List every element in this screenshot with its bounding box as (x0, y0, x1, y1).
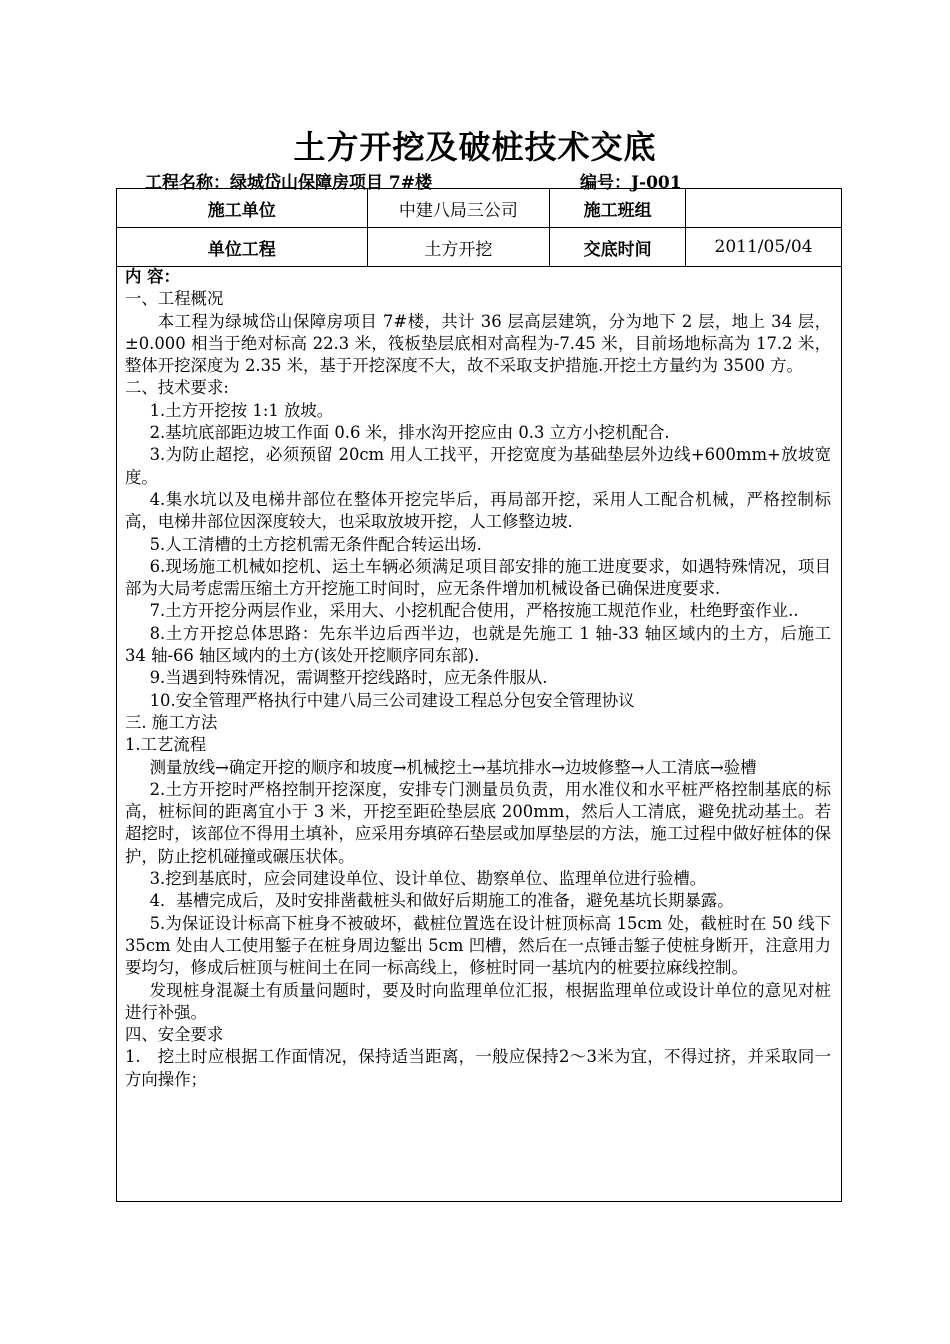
list-item: 8.土方开挖总体思路：先东半边后西半边，也就是先施工 1 轴-33 轴区域内的土方，后施工 34 轴-66 轴区域内的土方(该处开挖顺序同东部). (125, 623, 831, 666)
label-unit-project: 单位工程 (117, 228, 368, 267)
list-item: 7.土方开挖分两层作业，采用大、小挖机配合使用，严格按施工规范作业，杜绝野蛮作业.. (149, 601, 799, 621)
section-heading: 三. 施工方法 (125, 712, 218, 732)
list-item: 3.挖到基底时，应会同建设单位、设计单位、勘察单位、监理单位进行验槽。 (149, 869, 707, 889)
list-item: 3.为防止超挖，必须预留 20cm 用人工找平，开挖宽度为基础垫层外边线+600mm+放坡宽度。 (125, 445, 831, 487)
content-box (116, 266, 842, 1202)
list-item: 10.安全管理严格执行中建八局三公司建设工程总分包安全管理协议 (149, 690, 635, 710)
list-item: 1. 挖土时应根据工作面情况，保持适当距离，一般应保持2～3米为宜，不得过挤，并采取同一方向操作； (125, 1047, 831, 1089)
header-table (116, 188, 842, 267)
list-item: 1.土方开挖按 1:1 放坡。 (149, 400, 334, 420)
list-item: 2.土方开挖时严格控制开挖深度，安排专门测量员负责，用水准仪和水平桩严格控制基底的标高，桩标间的距离宜小于 3 米，开挖至距砼垫层底 200mm，然后人工清底，避免扰动基土。若超挖时，该部位不得用土填补，应采用夯填碎石垫层或加厚垫层的方法，施工过程中做好桩体的保护，防止挖机碰撞或碾压状体。 (125, 779, 831, 866)
list-item: 4.集水坑以及电梯井部位在整体开挖完毕后，再局部开挖，采用人工配合机械，严格控制标高，电梯井部位因深度较大，也采取放坡开挖，人工修整边坡. (125, 489, 831, 532)
paragraph: 发现桩身混凝土有质量问题时，要及时向监理单位汇报，根据监理单位或设计单位的意见对桩进行补强。 (125, 980, 831, 1022)
section-heading: 二、技术要求: (125, 378, 229, 398)
document-code: 编号：J-001 (580, 173, 682, 193)
value-work-team (686, 189, 842, 228)
list-item: 6.现场施工机械如挖机、运土车辆必须满足项目部安排的施工进度要求，如遇特殊情况，项目部为大局考虑需压缩土方开挖施工时间时，应无条件增加机械设备已确保进度要求. (125, 556, 831, 599)
list-item: 2.基坑底部距边坡工作面 0.6 米，排水沟开挖应由 0.3 立方小挖机配合. (149, 423, 670, 443)
paragraph: 本工程为绿城岱山保障房项目 7#楼，共计 36 层高层建筑，分为地下 2 层，地上 34 层，±0.000 相当于绝对标高 22.3 米，筏板垫层底相对高程为-7.45 米，目前场地标高为 17.2 米，整体开挖深度为 2.35 米，基于开挖深度不大，故不采取支护措施.开挖土方量约为 3500 方。 (125, 311, 831, 376)
value-unit-project: 土方开挖 (367, 228, 550, 267)
section-heading: 一、工程概况 (125, 289, 224, 309)
label-construction-unit: 施工单位 (117, 189, 368, 228)
section-heading: 四、安全要求 (125, 1025, 224, 1045)
list-item: 4．基槽完成后，及时安排凿截桩头和做好后期施工的准备，避免基坑长期暴露。 (149, 891, 734, 911)
subsection-heading: 1.工艺流程 (125, 735, 207, 755)
header-row (117, 189, 842, 228)
header-row (117, 228, 842, 267)
process-flow: 测量放线→确定开挖的顺序和坡度→机械挖土→基坑排水→边坡修整→人工清底→验槽 (149, 757, 757, 777)
label-briefing-time: 交底时间 (550, 228, 686, 267)
list-item: 5.人工清槽的土方挖机需无条件配合转运出场. (149, 534, 482, 554)
content-heading: 内 容： (125, 267, 180, 286)
list-item: 9.当遇到特殊情况，需调整开挖线路时，应无条件服从. (149, 668, 548, 688)
project-name: 工程名称：绿城岱山保障房项目 7#楼 (145, 173, 432, 193)
document-title: 土方开挖及破桩技术交底 (293, 128, 657, 166)
value-construction-unit: 中建八局三公司 (367, 189, 550, 228)
list-item: 5.为保证设计标高下桩身不被破坏，截桩位置选在设计桩顶标高 15cm 处，截桩时在 50 线下 35cm 处由人工使用錾子在桩身周边錾出 5cm 凹槽，然后在一点锤击錾子使桩身断开，注意用力要均匀，修成后桩顶与桩间土在同一标高线上，修桩时同一基坑内的桩要拉麻线控制。 (125, 913, 831, 978)
value-briefing-time: 2011/05/04 (686, 228, 842, 267)
label-work-team: 施工班组 (550, 189, 686, 228)
